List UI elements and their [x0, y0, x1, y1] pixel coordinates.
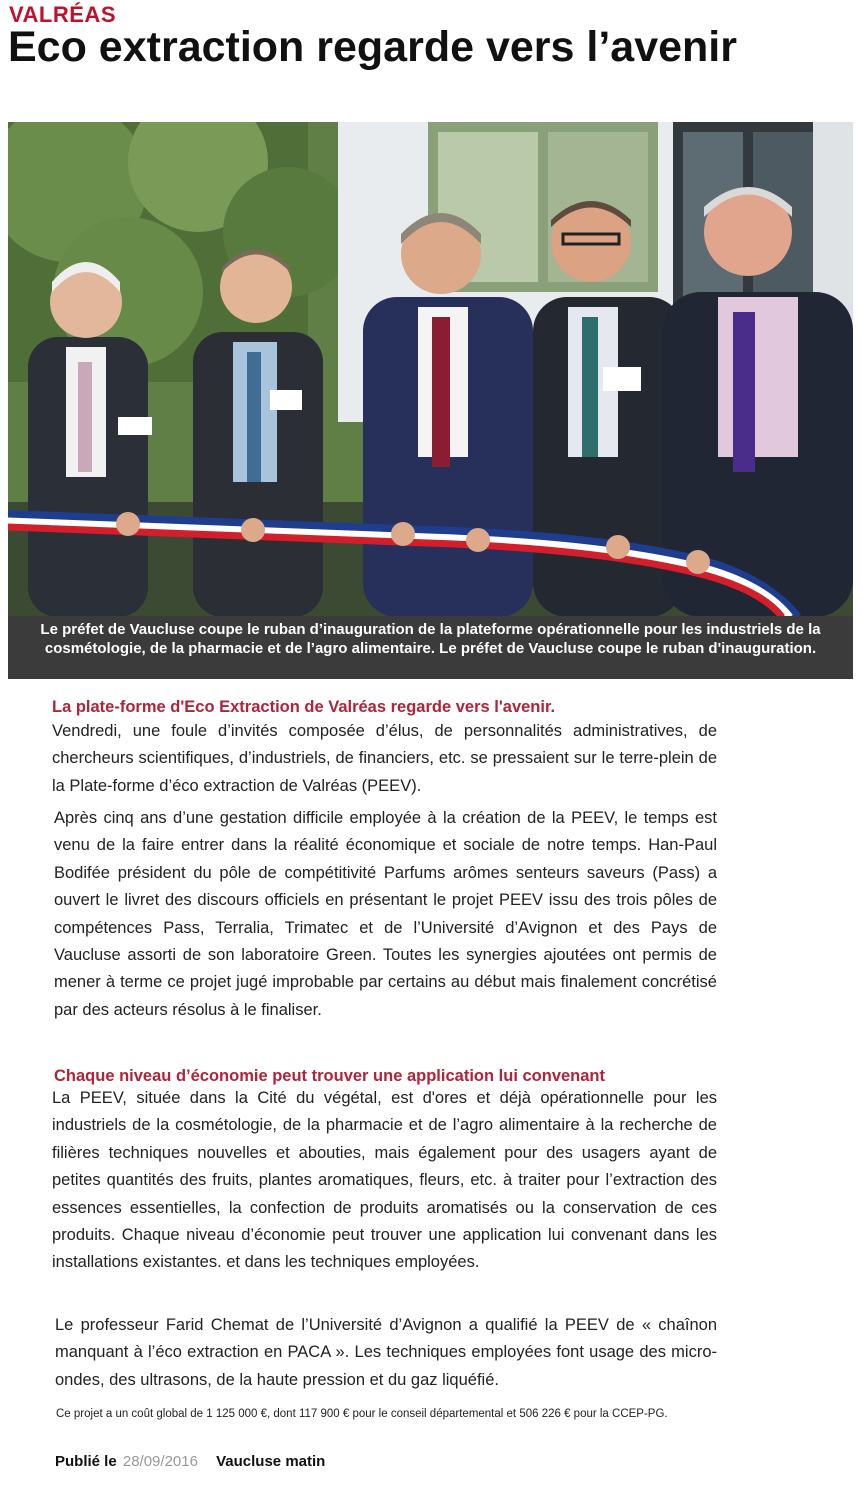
subheading-1: La plate-forme d'Eco Extraction de Valréas regarde vers l'avenir.: [52, 698, 556, 716]
source-name: Vaucluse matin: [216, 1453, 326, 1470]
publication-footer: [55, 1453, 325, 1470]
subheading-2: Chaque niveau d’économie peut trouver une application lui convenant: [54, 1067, 606, 1085]
article-headline: Eco extraction regarde vers l’avenir: [8, 23, 737, 71]
paragraph-4: Le professeur Farid Chemat de l’Université d’Avignon a qualifié la PEEV de « chaînon manquant à l’éco extraction en PACA ». Les techniques employées font usage des micro-ondes, des ultrasons, de la haute pression et du gaz liquéfié.: [55, 1316, 717, 1389]
section-kicker: VALRÉAS: [9, 2, 116, 27]
paragraph-2: Après cinq ans d’une gestation difficile employée à la création de la PEEV, le temps est venu de la faire entrer dans la réalité économique et sociale de notre temps. Han-Paul Bodifée président du pôle de compétitivité Parfums arômes senteurs saveurs (Pass) a ouvert le livret des discours officiels en présentant le projet PEEV issu des trois pôles de compétences Pass, Terralia, Trimatec et de l’Université d’Avignon et des Pays de Vaucluse assorti de son laboratoire Green. Toutes les synergies ajoutées ont permis de mener à terme ce projet jugé improbable par certains au début mais finalement concrétisé par des acteurs résolus à le finaliser.: [54, 809, 717, 1019]
cost-note: Ce projet a un coût global de 1 125 000 €, dont 117 900 € pour le conseil départemental et 506 226 € pour la CCEP-PG.: [56, 1408, 668, 1420]
article-photo: [8, 122, 853, 617]
photo-caption: Le préfet de Vaucluse coupe le ruban d’inauguration de la plateforme opérationnelle pour les industriels de la cosmétologie, de la pharmacie et de l’agro alimentaire. Le préfet de Vaucluse coupe le ruban d'inauguration.: [8, 616, 853, 679]
paragraph-1: Vendredi, une foule d’invités composée d’élus, de personnalités administratives, de chercheurs scientifiques, d’industriels, de financiers, etc. se pressaient sur le terre-plein de la Plate-forme d’éco extraction de Valréas (PEEV).: [52, 722, 717, 795]
published-label: Publié le: [55, 1453, 117, 1470]
published-date: 28/09/2016: [122, 1453, 198, 1470]
paragraph-3: La PEEV, située dans la Cité du végétal, est d'ores et déjà opérationnelle pour les industriels de la cosmétologie, de la pharmacie et de l’agro alimentaire à la recherche de filières techniques nouvelles et abouties, mais également pour des usagers ayant de petites quantités des fruits, plantes aromatiques, fleurs, etc. à traiter pour l’extraction des essences essentielles, la confection de produits aromatisés ou la conservation de ces produits. Chaque niveau d’économie peut trouver une application lui convenant dans les installations existantes. et dans les techniques employées.: [52, 1089, 717, 1272]
